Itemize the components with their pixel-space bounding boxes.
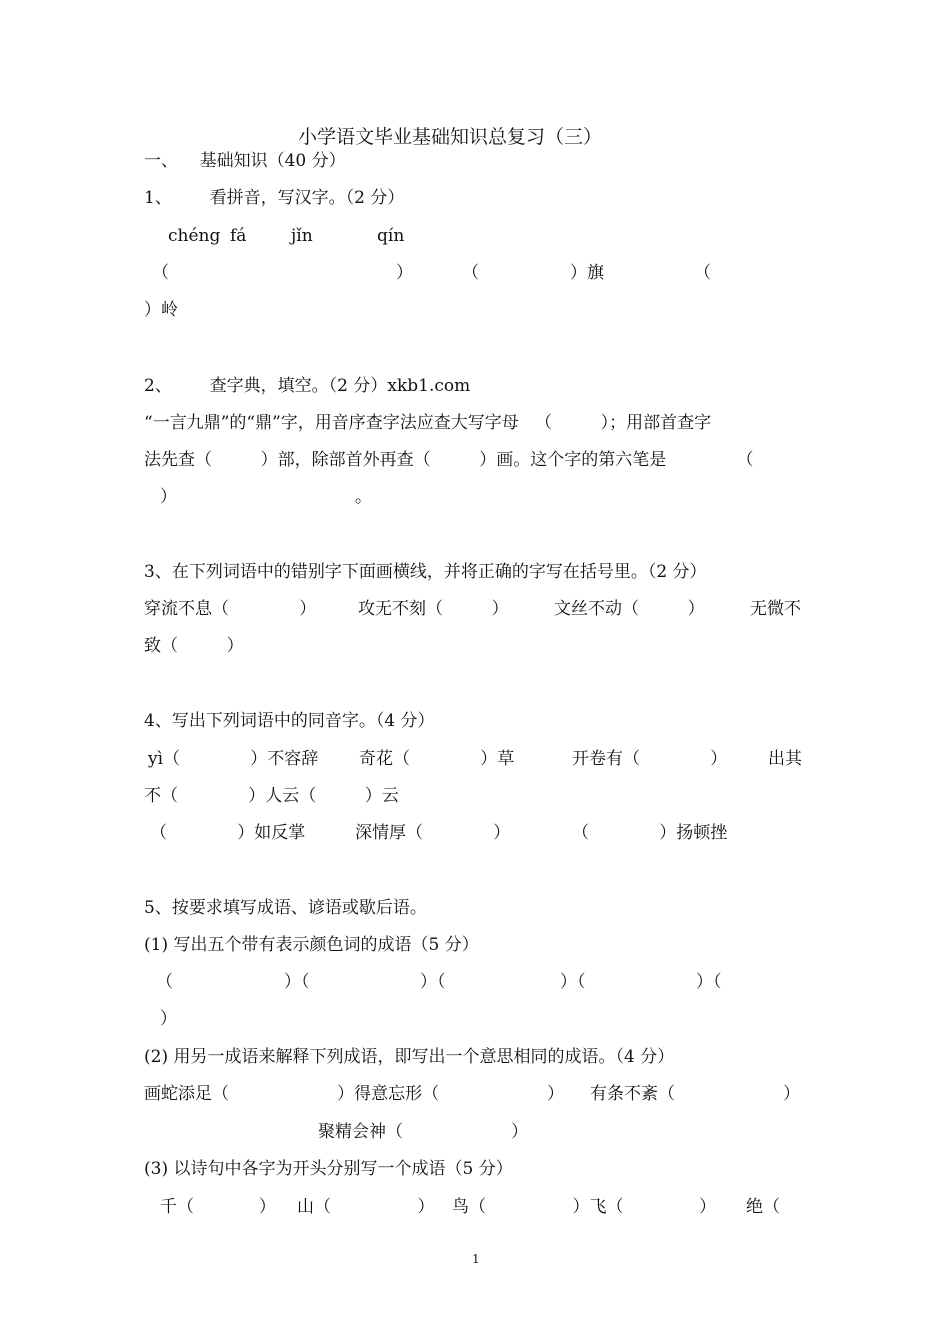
word-item: 致（ ） <box>144 636 244 656</box>
word-item: （ ）如反掌 <box>150 823 306 843</box>
word-item: 攻无不刻（ ） <box>358 599 509 619</box>
word-item: 不（ ）人云（ ）云 <box>144 786 399 806</box>
answer-blank: ）（ <box>696 972 722 992</box>
sub-question: (2) 用另一成语来解释下列成语，即写出一个意思相同的成语。（4 分） <box>144 1047 675 1067</box>
question-5-heading: 5、按要求填写成语、谚语或歇后语。 <box>144 898 427 918</box>
word-item: 穿流不息（ ） <box>144 599 317 619</box>
word-item: 绝（ <box>746 1197 780 1217</box>
answer-blank: ）（ <box>284 972 310 992</box>
page-title: 小学语文毕业基础知识总复习（三） <box>298 126 603 148</box>
word-item: 开卷有（ ） <box>572 749 728 769</box>
word-item: 无微不 <box>750 599 801 619</box>
question-2-text: “一言九鼎”的“鼎”字，用音序查字法应查大写字母 （ ）；用部首查字 <box>144 413 712 433</box>
page-number: 1 <box>472 1252 480 1266</box>
word-item: 千（ ） <box>160 1197 276 1217</box>
answer-blank: ） <box>396 263 413 283</box>
pinyin-4: qín <box>377 226 405 246</box>
answer-blank: （ <box>694 263 711 283</box>
word-item: 聚精会神（ ） <box>318 1122 529 1142</box>
question-3-heading: 3、在下列词语中的错别字下面画横线，并将正确的字写在括号里。（2 分） <box>144 562 707 582</box>
word-item: （ ）扬顿挫 <box>572 823 728 843</box>
word-item: 出其 <box>768 749 802 769</box>
pinyin-3: jǐn <box>291 226 313 246</box>
question-2-text: 。 <box>355 487 372 507</box>
word-item: 有条不紊（ ） <box>590 1084 801 1104</box>
answer-blank: ）（ <box>420 972 446 992</box>
question-1-heading: 1、 看拼音，写汉字。（2 分） <box>144 188 405 208</box>
answer-blank: ）岭 <box>144 300 178 320</box>
sub-question: (1) 写出五个带有表示颜色词的成语（5 分） <box>144 935 479 955</box>
word-item: 山（ ） <box>297 1197 435 1217</box>
pinyin-1: chéng <box>168 226 221 246</box>
word-item: 文丝不动（ ） <box>554 599 705 619</box>
word-item: 鸟（ ）飞（ ） <box>452 1197 717 1217</box>
word-item: 画蛇添足（ ）得意忘形（ ） <box>144 1084 565 1104</box>
answer-blank: ）（ <box>560 972 586 992</box>
pinyin-2: fá <box>230 226 247 246</box>
word-item: 奇花（ ）草 <box>359 749 515 769</box>
section-heading: 一、 基础知识（40 分） <box>144 151 346 171</box>
answer-blank: （ <box>462 263 479 283</box>
answer-blank: ） <box>160 1009 177 1029</box>
question-2-text: 法先查（ ）部，除部首外再查（ ）画。这个字的第六笔是 （ <box>144 450 754 470</box>
answer-blank: ）旗 <box>570 263 604 283</box>
answer-blank: （ <box>152 263 169 283</box>
answer-blank: （ <box>156 972 173 992</box>
word-item: yì（ ）不容辞 <box>148 749 319 769</box>
sub-question: (3) 以诗句中各字为开头分别写一个成语（5 分） <box>144 1159 513 1179</box>
question-2-heading: 2、 查字典，填空。（2 分）xkb1.com <box>144 376 471 396</box>
question-2-text: ） <box>160 487 177 507</box>
word-item: 深情厚（ ） <box>355 823 511 843</box>
question-4-heading: 4、写出下列词语中的同音字。（4 分） <box>144 711 435 731</box>
